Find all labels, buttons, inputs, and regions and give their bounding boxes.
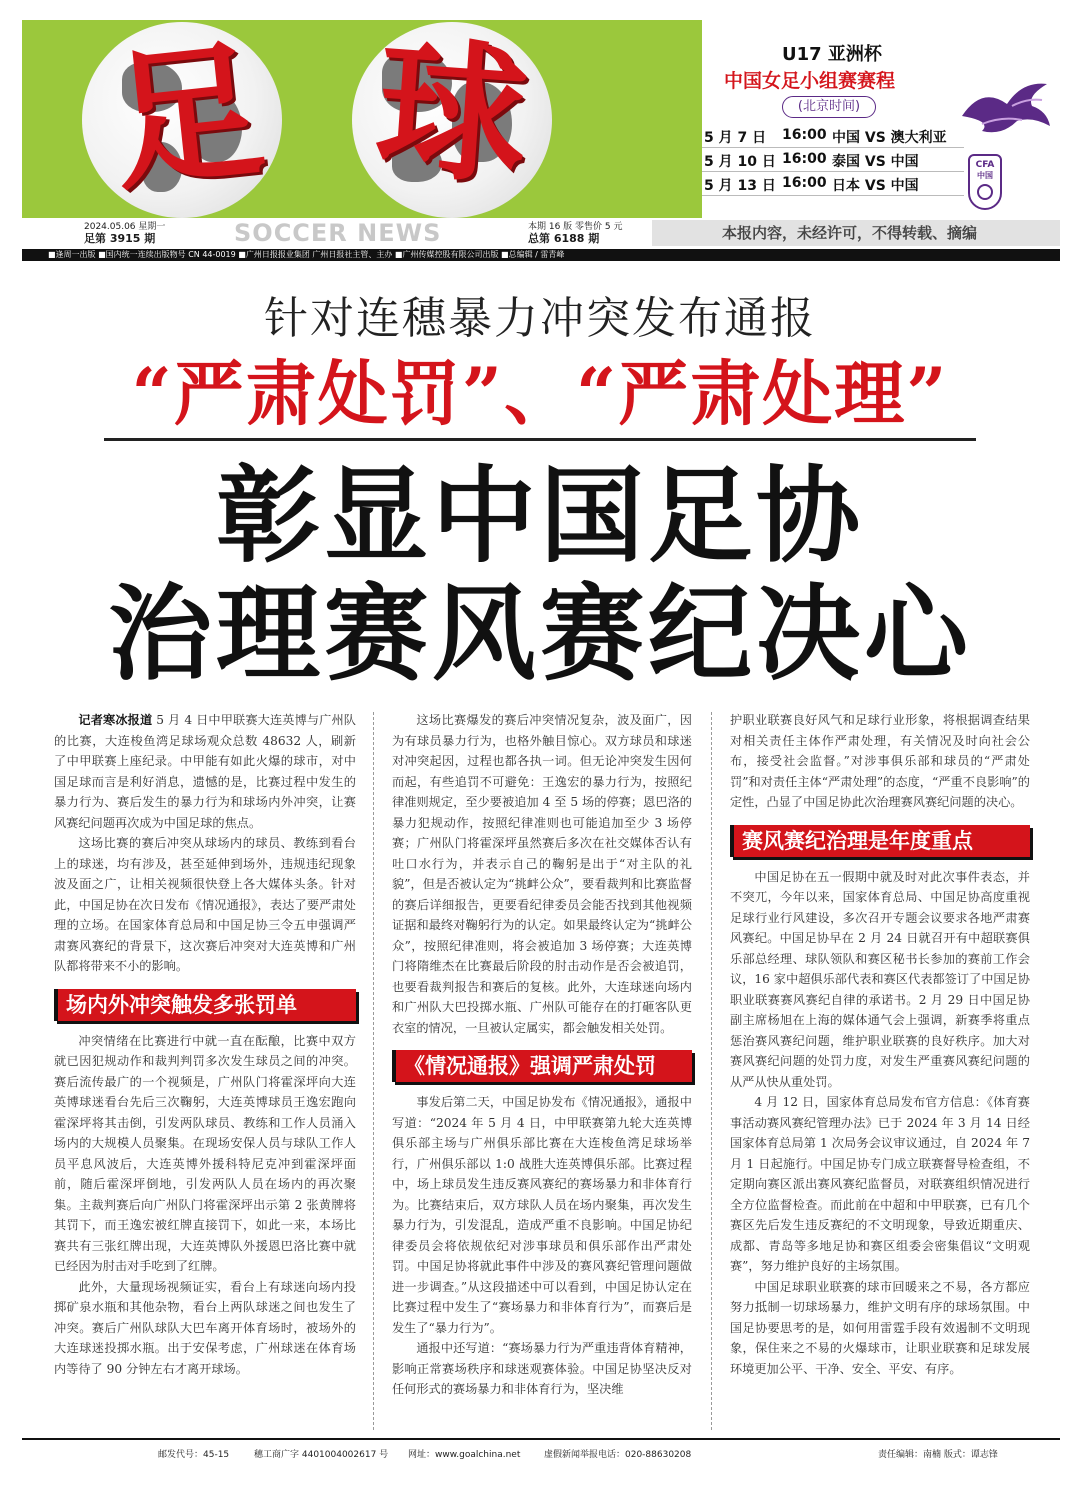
postal-code: 邮发代号：45-15 xyxy=(158,1450,230,1460)
schedule-row xyxy=(702,148,964,172)
paragraph: 这场比赛的赛后冲突从球场内的球员、教练到看台上的球迷，均有涉及，甚至延伸到场外，违规违纪现象波及面之广，让相关视频很快登上各大媒体头条。针对此，中国足协在次日发布《情况通报》，表达了要严肃处理的立场。在国家体育总局和中国足协三令五申强调严肃赛风赛纪的背景下，这次赛后冲突对大连英博和广州队都将带来不小的影响。 xyxy=(54,836,356,973)
paragraph: 5 月 4 日中甲联赛大连英博与广州队的比赛，大连梭鱼湾足球场观众总数 48632 人，刷新了中甲联赛上座纪录。中甲能有如此火爆的球市，对中国足球而言是利好消息，遗憾的是，比赛过程中发生的暴力行为、赛后发生的暴力行为和球场内外冲突，让赛风赛纪问题再次成为中国足球的焦点。 xyxy=(54,713,356,830)
business-license: 穗工商广字 4401004002617 号 xyxy=(254,1450,389,1460)
schedule-date: 5 月 10 日 xyxy=(704,154,776,170)
schedule-match: 泰国 VS 中国 xyxy=(832,154,919,170)
page-footer xyxy=(22,1438,1060,1464)
article-column-2 xyxy=(392,710,692,1400)
paragraph: 中国足协在五一假期中就及时对此次事件表态，并不突兀，今年以来，国家体育总局、中国足协高度重视足球行业行风建设，多次召开专题会议要求各地严肃赛风赛纪。中国足协早在 2 月 24 日就召开有中超联赛俱乐部总经理、球队领队和赛区秘书长参加的赛前工作会议，16 家中超俱乐部代表和赛区代表都签订了中国足协职业联赛赛风赛纪自律的承诺书。2 月 29 日中国足协副主席杨旭在上海的媒体通气会上强调，新赛季将重点惩治赛风赛纪问题，维护职业联赛的良好秩序。加大对赛风赛纪问题的处罚力度，对发生严重赛风赛纪问题的从严从快从重处罚。 xyxy=(730,869,1030,1089)
phoenix-emblem-icon xyxy=(952,76,1052,138)
website-link[interactable]: 网址：www.goalchina.net xyxy=(408,1450,521,1460)
paragraph: 中国足球职业联赛的球市回暖来之不易，各方都应努力抵制一切球场暴力，维护文明有序的球场氛围。中国足协要思考的是，如何用雷霆手段有效遏制不文明现象，保住来之不易的火爆球市，让职业联赛和足球发展环境更加公平、干净、安全、平安、有序。 xyxy=(730,1279,1030,1376)
subhead-annual-focus: 赛风赛纪治理是年度重点 xyxy=(730,825,1030,857)
pages-price: 本期 16 版 零售价 5 元 xyxy=(528,222,623,232)
issue-date: 2024.05.06 星期一 xyxy=(84,222,166,232)
soccer-news-brand: SOCCER NEWS xyxy=(234,219,442,247)
logo-char-qiu: 球 xyxy=(371,20,533,207)
hotline: 虚假新闻举报电话：020-88630208 xyxy=(544,1450,692,1460)
subhead-notice: 《情况通报》强调严肃处罚 xyxy=(392,1050,692,1082)
editors: 责任编辑：南楠 版式：谭志锋 xyxy=(878,1450,998,1460)
paragraph: 此外，大量现场视频证实，看台上有球迷向场内投掷矿泉水瓶和其他杂物，看台上两队球迷之间也发生了冲突。赛后广州队球队大巴车离开体育场时，被场外的大连球迷投掷水瓶。出于安保考虑，广州球迷在体育场内等待了 90 分钟左右才离开球场。 xyxy=(54,1279,356,1376)
cfa-logo-subtext: 中国 xyxy=(977,171,993,180)
subhead-conflict: 场内外冲突触发多张罚单 xyxy=(54,989,356,1021)
headline-main-line1: 彰显中国足协 xyxy=(215,454,864,577)
copyright-notice: 本报内容，未经许可，不得转载、摘编 xyxy=(652,220,1060,246)
logo-char-zu: 足 xyxy=(103,21,271,213)
issue-number: 足第 3915 期 xyxy=(84,232,156,245)
paragraph: 通报中还写道：“赛场暴力行为严重违背体育精神，影响正常赛场秩序和球迷观赛体验。中国足协坚决反对任何形式的赛场暴力和非体育行为，坚决维 xyxy=(392,1341,692,1396)
schedule-match: 中国 VS 澳大利亚 xyxy=(832,130,947,146)
article-column-1 xyxy=(54,710,356,1379)
headline-kicker: 针对连穗暴力冲突发布通报 xyxy=(264,293,816,344)
issue-info xyxy=(84,221,165,245)
schedule-date: 5 月 7 日 xyxy=(704,130,767,146)
schedule-title: 中国女足小组赛赛程 xyxy=(724,70,896,92)
headline-main-line2: 治理赛风赛纪决心 xyxy=(107,572,972,695)
total-issue: 总第 6188 期 xyxy=(528,232,600,245)
cfa-logo-text: CFA xyxy=(975,160,995,170)
paragraph: 这场比赛爆发的赛后冲突情况复杂，波及面广，因为有球员暴力行为，也格外触目惊心。双方球员和球迷对冲突起因，过程也都各执一词。但无论冲突发生因何而起，有些追罚不可避免：王逸宏的暴力行为，按照纪律准则规定，至少要被追加 4 至 5 场的停赛；恩巴洛的暴力犯规动作，按照纪律准则也可能追加至少 3 场停赛；广州队门将霍深坪虽然赛后多次在社交媒体否认有吐口水行为，并表示自己的鞠躬是出于“对主队的礼貌”，但是否被认定为“挑衅公众”，要看裁判和比赛监督的赛后详细报告，更要看纪律委员会能否找到其他视频证据和最终对鞠躬行为的认定。如果最终认定为“挑衅公众”，按照纪律准则，将会被追加 3 场停赛；大连英博门将隋维杰在比赛最后阶段的肘击动作是否会被追罚，也要看裁判报告和赛后的复核。此外，大连球迷向场内和广州队大巴投掷水瓶、广州队可能存在的打砸客队更衣室的情况，一旦被认定属实，都会触发相关处罚。 xyxy=(392,713,692,1035)
paragraph: 护职业联赛良好风气和足球行业形象，将根据调查结果对相关责任主体作严肃处理，有关情况及时向社会公布，接受社会监督。”对涉事俱乐部和球员的“严肃处罚”和对责任主体“严肃处理”的态度，“严重不良影响”的定性，凸显了中国足协此次治理赛风赛纪问题的决心。 xyxy=(730,713,1030,809)
schedule-time: 16:00 xyxy=(782,151,827,167)
article-column-3 xyxy=(730,710,1030,1379)
cfa-logo-icon xyxy=(968,154,1002,210)
column-divider xyxy=(711,712,712,1430)
cup-title: U17 亚洲杯 xyxy=(782,44,882,65)
schedule-match: 日本 VS 中国 xyxy=(832,178,919,194)
schedule-time: 16:00 xyxy=(782,127,827,143)
price-info xyxy=(528,221,622,245)
paragraph: 冲突情绪在比赛进行中就一直在酝酿，比赛中双方就已因犯规动作和裁判判罚多次发生球员之间的冲突。赛后流传最广的一个视频是，广州队门将霍深坪向大连英博球迷看台先后三次鞠躬，大连英博球员王逸宏跑向霍深坪将其击倒，引发两队球员、教练和工作人员涌入场内的大规模人员聚集。在现场安保人员与球队工作人员平息风波后，大连英博外援科特尼克冲到霍深坪面前，随后霍深坪倒地，引发两队人员在场内的再次聚集。主裁判赛后向广州队门将霍深坪出示第 2 张黄牌将其罚下，而王逸宏被红牌直接罚下，如此一来，本场比赛共有三张红牌出现，大连英博队外援恩巴洛比赛中就已经因为肘击对手吃到了红牌。 xyxy=(54,1033,356,1273)
headline-red: “严肃处罚”、“严肃处理” xyxy=(131,352,949,435)
publisher-bar: ■逢周一出版 ■国内统一连续出版物号 CN 44-0019 ■广州日报报业集团 广州日报社主管、主办 ■广州传媒控股有限公司出版 ■总编辑 / 雷青峰 xyxy=(22,249,1060,261)
schedule-row xyxy=(702,124,964,148)
column-divider xyxy=(373,712,374,1430)
u17-schedule-box xyxy=(702,20,1060,218)
paragraph: 事发后第二天，中国足协发布《情况通报》，通报中写道：“2024 年 5 月 4 日，中甲联赛第九轮大连英博俱乐部主场与广州俱乐部比赛在大连梭鱼湾足球场举行，广州俱乐部以 1:0 战胜大连英博俱乐部。比赛过程中，场上球员发生违反赛风赛纪的赛场暴力和非体育行为。比赛结束后，双方球队人员在场内聚集，再次发生暴力行为，引发混乱，造成严重不良影响。中国足协纪律委员会将依规依纪对涉事球员和俱乐部作出严肃处罚。中国足协将就此事件中涉及的赛风赛纪管理问题做进一步调查。”从这段描述中可以看到，中国足协认定在比赛过程中发生了“赛场暴力和非体育行为”，而赛后是发生了“暴力行为”。 xyxy=(392,1095,692,1335)
paragraph: 4 月 12 日，国家体育总局发布官方信息：《体育赛事活动赛风赛纪管理办法》已于 2024 年 3 月 14 日经国家体育总局第 1 次局务会议审议通过，自 2024 年 7 月 1 日起施行。中国足协专门成立联赛督导检查组，不定期向赛区派出赛风赛纪监督员，对联赛组织情况进行全方位监督检查。而此前在中超和中甲联赛，已有几个赛区先后发生违反赛纪的不文明现象，导致近期重庆、成都、青岛等多地足协和赛区组委会密集倡议“文明观赛”，努力维护良好的主场氛围。 xyxy=(730,1095,1030,1273)
headline-divider xyxy=(104,438,976,441)
masthead-banner xyxy=(22,20,702,218)
timezone-badge: (北京时间) xyxy=(782,96,876,118)
byline: 记者寒冰报道 xyxy=(78,713,153,727)
schedule-time: 16:00 xyxy=(782,175,827,191)
schedule-row xyxy=(702,172,964,196)
schedule-date: 5 月 13 日 xyxy=(704,178,776,194)
